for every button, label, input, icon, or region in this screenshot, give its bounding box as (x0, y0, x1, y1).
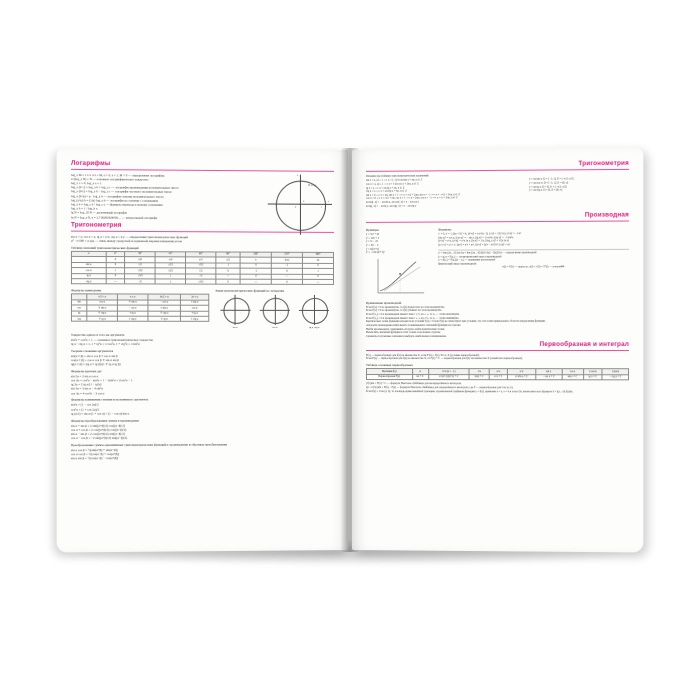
equation-line: arcsin(−a) = − arcsin a, arccos(−a) = π − arccos a (365, 200, 419, 204)
td: cos (71, 305, 86, 311)
table-caption-values: Таблица значений тригонометрических функций (70, 245, 139, 250)
td: ∓ tg α (148, 316, 181, 322)
equation-line: cos x = 0 ⟹ x = π/2 + πn; cos x = 1 ⟹ x = 2πn; cos x = −1 ⟹ x = π + 2πn, n ∈ Z (365, 196, 458, 201)
td: tg x + C (583, 375, 602, 380)
log-line: log_(a^p) b = (1/p) log_a b — логарифм по степени с основанием (70, 198, 159, 203)
log-line: a^(log_a N) = N — основное логарифмическое тождество (70, 176, 149, 182)
sign-label: tg α, ctg α (309, 325, 320, 329)
th: e^x (489, 369, 508, 374)
derivative-definition-line: v(t) = S'(t) — скорость, a(t) = v'(t) = S''(t) — ускорение (502, 265, 565, 269)
signs-caption: Знаки тригонометрических функций по четвертям (215, 289, 285, 294)
circle-label-one: 1 (320, 205, 323, 209)
multiple-line: sin 2α = 2 sin α cos α (70, 374, 99, 379)
derivative-definition-line: Физический смысл производной: (438, 262, 477, 266)
multiple-caption: Формулы кратных дуг (70, 369, 102, 374)
multiple-line: cos 2α = cos²α − sin²α = 1 − 2sin²α = 2cos²α − 1 (70, 378, 133, 383)
trig-def-line: α° · π/180 = α рад — связь между градусной и радианной мерами измерения углов (70, 238, 182, 244)
td: ± ctg α (181, 316, 209, 321)
th: 2π ± α (181, 294, 209, 300)
td: √3 (125, 279, 155, 285)
log-line: log_a b = 1 / log_b a (70, 206, 98, 211)
tangent-plot-svg (370, 256, 428, 296)
td: 0 (271, 268, 302, 274)
td: 0 (302, 274, 333, 280)
sum-line: cos α + cos β = 2 cos((α+β)/2) cos((α−β)/2) (70, 427, 127, 432)
td: ± sin α (148, 305, 181, 311)
td: 0 (271, 279, 302, 285)
th: 30° (125, 251, 155, 257)
y-axis (300, 174, 301, 234)
reduction-table (71, 294, 209, 323)
td: — (106, 279, 125, 285)
application-line: Критические точки функции находятся из условий f'(x) = 0 или f'(x) не существует при условии, что эти точки принадлежат области определения функции. (365, 320, 546, 324)
td: tg α (71, 273, 105, 279)
sum-line: cos α − cos β = −2 sin((α+β)/2) sin((α−β)/2) (70, 435, 128, 441)
td: ∓ ctg α (87, 311, 118, 317)
identity-caption: Тождества одного и того же аргумента (70, 332, 125, 337)
td: 1 (155, 279, 185, 285)
derivative-definition-line: y = f(x₀) + f'(x₀)(x − x₀) — уравнение касательной (438, 258, 496, 262)
divider (71, 231, 334, 233)
mini-circle: + − − + (260, 295, 290, 325)
half-caption: Формулы понижения степени и половинного аргумента (70, 397, 149, 402)
td: a^x/ln a + C (508, 375, 536, 380)
application-line: Если f'(x₀) = 0 и производная меняет знак с «−» на «+», то x₀ — точка минимума. (365, 316, 459, 320)
td: 0 (106, 262, 125, 268)
half-line: cos²α = (1 + cos 2α)/2 (70, 407, 100, 412)
equation-line: arctg(−a) = − arctg a, arcctg(−a) = π − arcctg a (365, 204, 417, 208)
multiple-line: tg 2α = 2 tg α/(1 − tg²α) (70, 382, 102, 387)
sum-line: sin α + sin β = 2 sin((α+β)/2) cos((α−β)/2) (70, 423, 125, 428)
td: 1 (106, 268, 125, 274)
th: 3π/2 ± α (148, 294, 181, 300)
divider (366, 350, 629, 351)
td: sin (71, 300, 86, 306)
divider (438, 248, 629, 249)
td: cos α (181, 305, 209, 311)
example-line: y' = 3x² − 2 (365, 243, 379, 247)
example-line: y' = −12x/(x²+1)² (365, 251, 385, 255)
td: √3/3 (125, 273, 155, 279)
td: 2π (302, 258, 333, 264)
equation-line: tg x = a ⟹ x = arctg a + πn, n ∈ Z (365, 186, 405, 190)
integral-line: ∫ f(x)dx = F(x) + C — формула Ньютона–Лейбница для неопределённого интеграла. (365, 382, 462, 386)
section-heading-logarithms: Логарифмы (70, 159, 111, 168)
td: π/3 (186, 257, 216, 263)
td: 1/2 (186, 268, 216, 274)
half-line: sin²α = (1 − cos 2α)/2 (70, 402, 99, 408)
right-page (352, 148, 643, 553)
td: √3/2 (186, 263, 216, 269)
th: x^n (n ≠ −1) (428, 369, 469, 374)
th: α (71, 251, 105, 257)
open-notebook (60, 150, 640, 550)
th: 1/x (469, 369, 489, 374)
table-caption-antiderivatives: Таблица основных первообразных (365, 363, 414, 368)
td: ∓ tg α (87, 316, 118, 322)
addition-line: tg(α ± β) = (tg α ± tg β)/(1 ∓ tg α tg β) (70, 362, 121, 367)
log-line: ln N = log_e N, e ≈ 2,718281828459… — натуральный логарифм (70, 215, 158, 220)
td: π/6 (125, 257, 155, 263)
table-row (71, 279, 333, 285)
examples-caption: Примеры (365, 227, 379, 232)
td: π/4 (155, 257, 185, 263)
th: π/2 ± α (87, 294, 118, 300)
example-line: y' = 10x + 4 (365, 236, 379, 240)
divider (366, 169, 629, 172)
td: ctg (71, 316, 86, 322)
section-heading-antiderivative: Первообразная и интеграл (539, 340, 630, 349)
derivative-rule-line: (u ± v)' = u' ± v', (uv)' = u'v + uv', (u/v)' = (u'v − uv')/v², (cu)' = cu' (438, 243, 511, 247)
product-caption: Преобразование суммы одноимённых тригонометрических функций в произведение и обратные преобразования (70, 442, 227, 447)
addition-line: sin(α ± β) = sin α cos β ± cos α sin β (70, 353, 118, 358)
td: − cos α (148, 300, 181, 306)
td: − cos α (117, 305, 147, 311)
td: tg (71, 311, 86, 317)
th: cos x (562, 369, 583, 374)
log-line: lg N = log_10 N — десятичный логарифм (70, 210, 127, 216)
product-line: sin α sin β = ½[cos(α−β) − cos(α+β)] (70, 456, 119, 461)
td: 0 (302, 263, 333, 269)
log-line: log_a b = log_c b / log_c a — формула перехода к новому основанию (70, 202, 163, 207)
td: 1 (216, 263, 240, 269)
td: 0 (106, 273, 125, 279)
mini-circle: + + − − (220, 295, 250, 325)
application-line: Сравнить полученные значения и выбрать наибольшее и наименьшее. (365, 334, 447, 338)
multiple-line: cos 3α = 4 cos³α − 3 cos α (70, 391, 105, 396)
sign-circles-row (215, 295, 334, 329)
td: √2/2 (155, 268, 185, 274)
trig-def-line: sin α = y, cos α = x, tg α = y/x, ctg α = x/y — определения тригонометрических функций (70, 234, 188, 240)
th: 90° (216, 252, 240, 258)
td: π (240, 257, 271, 263)
td: ± ctg α (117, 316, 147, 322)
th: 270° (271, 252, 302, 258)
log-line: log_a M = t ⟺ a^t = M, a > 0, a ≠ 1, M > 0 — определение логарифма (70, 172, 165, 178)
sign-label: sin α (232, 325, 238, 329)
th: 0° (106, 251, 125, 257)
td: ln|x| + C (469, 374, 489, 379)
application-line: Найти производную, приравнять её нулю, найти критические точки; (365, 327, 445, 331)
td: ∓ ctg α (148, 311, 181, 317)
multiple-line: sin 3α = 3 sin α − 4 sin³α (70, 386, 103, 391)
td: — (240, 279, 271, 285)
td: √3/3 (186, 279, 216, 285)
application-line: Если f'(x) < 0 на промежутке, то f(x) убывает на этом промежутке. (365, 309, 442, 313)
addition-caption: Теорема сложения аргументов (70, 348, 114, 353)
antiderivative-line: Если F(x) — первообразная для f(x) на множестве X, то F(x) + C — первообразная для f(x) на множестве X (семейство первообразных). (365, 357, 523, 361)
th: sin x (535, 369, 561, 374)
example-line: y = 6/(x²+1) (365, 247, 380, 251)
th: 60° (186, 252, 216, 258)
th: a^x (508, 369, 536, 374)
log-line: log_a (b/c) = log_a b − log_a c — логарифм частного положительных чисел (70, 189, 172, 195)
addition-line: cos(α ± β) = cos α cos β ∓ sin α sin β (70, 358, 119, 363)
sign-label: cos α (272, 325, 278, 329)
th: Функция f(x) (366, 369, 412, 374)
td: — (302, 279, 333, 285)
equation-line: cos x = a, |a| ≤ 1 ⟹ x = ± arccos a + 2πn, n ∈ Z (365, 182, 419, 186)
th: 360° (302, 252, 333, 258)
td: kx + C (412, 374, 428, 379)
td: — (216, 274, 240, 280)
td: −1 (271, 263, 302, 269)
th: 1/sin²x (602, 369, 628, 375)
tangent-plot-figure (370, 256, 428, 296)
equation-line: sin x = 0 ⟹ x = πn; sin x = 1 ⟹ x = π/2 + 2πn; sin x = −1 ⟹ x = −π/2 + 2πn, n ∈ Z (365, 193, 460, 197)
td: 0 (240, 274, 271, 280)
td: − ctg x + C (602, 375, 628, 381)
td: √3/2 (125, 268, 155, 274)
arc-function-line: y = arctg x: D = R, E = (−π/2; π/2) (529, 185, 567, 189)
antiderivative-line: F(x) — первообразная для f(x) на множестве X, если F'(x) = f(x), ∀x ∈ X (условие первообразной). (365, 353, 480, 357)
table-row (71, 316, 208, 322)
sign-circle-sin (218, 295, 252, 329)
sign-circle-cos (258, 295, 292, 329)
half-line: tg (α/2) = sin α/(1 + cos α) = (1 − cos α)/sin α (70, 411, 130, 416)
td: −1 (240, 268, 271, 274)
td: e^x + C (489, 375, 508, 380)
td: 1 (302, 268, 333, 274)
circle-label-point: M (x; y) (307, 183, 316, 187)
application-line: Если f'(x₀) = 0 и производная меняет знак с «+» на «−», то x₀ — точка максимума. (365, 312, 460, 317)
identity-line: sin²α + cos²α = 1 — основное тригонометрическое тождество (70, 337, 154, 342)
application-line: Алгоритм нахождения наибольшего и наименьшего значений функции на отрезке: (365, 323, 461, 327)
td: ∓ sin α (117, 300, 147, 306)
derivative-definition-line: k = tg α = f'(x₀) — геометрический смысл производной (438, 254, 502, 259)
arc-function-line: y = arcsin x: D = [−1; 1], E = [−π/2; π/2] (529, 177, 574, 181)
td: Первообразная F(x) (366, 374, 412, 379)
td: √2/2 (155, 262, 185, 268)
td: √3 (186, 273, 216, 279)
derivative-rule-line: (sin x)' = cos x, (cos x)' = − sin x, (tg x)' = 1/cos²x, (ctg x)' = −1/sin²x (438, 235, 514, 240)
divider (71, 169, 334, 172)
th: k (412, 369, 428, 374)
td: 0 (216, 268, 240, 274)
trig-equations-subcaption: Решение простейших тригонометрических уравнений: (365, 174, 429, 178)
identity-line: tg α · ctg α = 1, 1 + tg²α = 1/cos²α, 1 + ctg²α = 1/sin²α (70, 341, 140, 347)
circle-label-origin: 0 (294, 205, 297, 209)
application-line: Вычислить значения функции в этих точках и на концах отрезка; (365, 331, 441, 335)
arc-function-line: y = arcctg x: D = R, E = (0; π) (529, 188, 563, 192)
th: 180° (240, 252, 271, 258)
antiderivatives-table (366, 368, 629, 380)
sign-circle-tg (297, 295, 331, 329)
th: π ± α (117, 294, 147, 300)
td: 0 (240, 263, 271, 269)
td: ± tg α (117, 311, 147, 317)
trig-values-table (71, 251, 334, 286)
application-line: Если f'(x) > 0 на промежутке, то f(x) возрастает на этом промежутке. (365, 305, 445, 309)
td: ∓ sin α (87, 305, 118, 311)
td: — (271, 274, 302, 280)
section-heading-derivative: Производная (584, 211, 630, 220)
td: 1/2 (125, 262, 155, 268)
section-heading-trigonometry-right: Тригонометрия (578, 159, 630, 168)
example-line: y = x³ − 2x (365, 240, 378, 244)
circle-label-alpha: α (302, 199, 305, 203)
derivative-rule-line: c' = 0, x' = 1, (kx + b)' = k, (x^n)' = n x^(n−1), (√x)' = 1/(2√x), (1/x)' = −1/x² (438, 232, 522, 236)
divider (366, 221, 629, 223)
circle-label-y: y (296, 173, 299, 177)
th: 45° (155, 252, 185, 258)
mini-circle: + − + − (299, 295, 329, 325)
log-line: log_a 1 = 0, log_a a = 1 (70, 181, 102, 186)
table-caption-reduction: Формулы приведения (70, 288, 102, 293)
td: cos α (87, 300, 118, 306)
arc-function-line: y = arccos x: D = [−1; 1], E = [0; π] (529, 181, 569, 185)
example-line: y = 5x² + 4x (365, 232, 380, 236)
sum-line: sin α − sin β = 2 cos((α+β)/2) sin((α−β)/2) (70, 431, 125, 436)
derivative-rule-line: (e^x)' = e^x, (a^x)' = a^x ln a, (ln x)' = 1/x, (log_a x)' = 1/(x ln a) (438, 239, 509, 243)
log-line: log_a (b^p) = p · log_a b — логарифм степени положительного числа (70, 193, 164, 199)
integral-line: Если f(x) ≥ 0 на [a; b], то площадь криволинейной трапеции, ограниченной графиком функции y = f(x), прямыми x = a, x = b и осью Ox, вычисляется по формуле S = ∫(a→b) f(x)dx. (365, 389, 574, 393)
unit-circle-figure (264, 174, 334, 237)
td: π/2 (216, 257, 240, 263)
td: 3π/2 (271, 257, 302, 263)
equation-line: sin x = a, |a| ≤ 1 ⟹ x = (−1)^n arcsin a + πn, n ∈ Z (365, 178, 423, 183)
rules-caption: Формулы (438, 227, 452, 232)
th: 1/cos²x (583, 369, 602, 374)
td: ctg α (71, 279, 105, 285)
td: − cos x + C (535, 375, 561, 380)
td: sin α (71, 262, 105, 268)
left-page (57, 148, 348, 553)
derivative-definition-line: y' = lim (Δx→0) Δy/Δx = lim (Δx→0) (f(x+Δx) − f(x))/Δx — определение производной (438, 251, 537, 255)
td: sin x + C (562, 375, 583, 380)
td: ± tg α (181, 311, 209, 317)
sum-caption: Формулы преобразования суммы в произведение (70, 418, 140, 423)
td: 1 (155, 273, 185, 279)
integral-line: ∫(a→b) f(x)dx = F(b) − F(a) — формула Ньютона–Лейбница для определённого интеграла, где F — первообразная для f на [a; b]. (365, 385, 514, 390)
table-row (366, 374, 628, 380)
circle-label-x: x (327, 199, 330, 203)
log-line: log_a (b·c) = log_a b + log_a c — логарифм произведения положительных чисел (70, 185, 179, 191)
product-line: cos α cos β = ½[cos(α−β) + cos(α+β)] (70, 452, 120, 457)
td: cos α (71, 268, 105, 274)
equation-line: ctg x = a ⟹ x = arcctg a + πn, n ∈ Z (365, 189, 407, 194)
circle-outline (276, 180, 326, 230)
section-heading-trigonometry-left: Тригонометрия (70, 221, 122, 230)
td: x^(n+1)/(n+1) + C (428, 374, 469, 379)
td: 0 (106, 257, 125, 263)
product-line: sin α cos β = ½[sin(α+β) + sin(α−β)] (70, 447, 118, 453)
application-caption: Применение производной (365, 300, 402, 305)
td: 0 (216, 279, 240, 285)
td: ± sin α (181, 300, 209, 306)
